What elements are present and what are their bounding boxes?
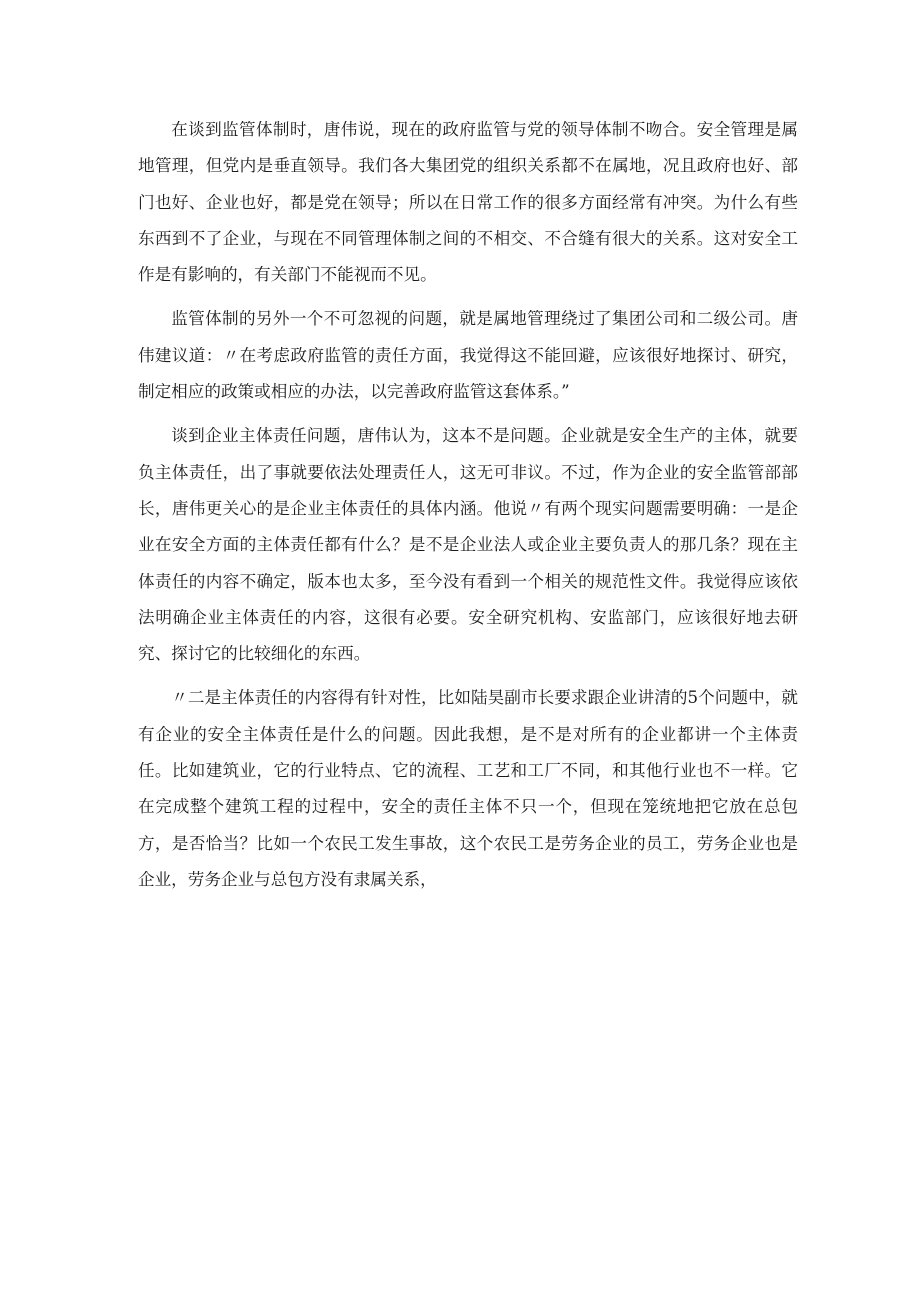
- paragraph-1: 在谈到监管体制时，唐伟说，现在的政府监管与党的领导体制不吻合。安全管理是属地管理，但党内是垂直领导。我们各大集团党的组织关系都不在属地，况且政府也好、部门也好、企业也好，都是党在领导；所以在日常工作的很多方面经常有冲突。为什么有些东西到不了企业，与现在不同管理体制之间的不相交、不合缝有很大的关系。这对安全工作是有影响的，有关部门不能视而不见。: [138, 120, 798, 285]
- article-body: [138, 112, 798, 906]
- paragraph-4: 〃二是主体责任的内容得有针对性，比如陆昊副市长要求跟企业讲清的5个问题中，就有企业的安全主体责任是什么的问题。因此我想，是不是对所有的企业都讲一个主体责任。比如建筑业，它的行业特点、它的流程、工艺和工厂不同，和其他行业也不一样。它在完成整个建筑工程的过程中，安全的责任主体不只一个，但现在笼统地把它放在总包方，是否恰当？比如一个农民工发生事故，这个农民工是劳务企业的员工，劳务企业也是企业，劳务企业与总包方没有隶属关系，: [138, 688, 798, 889]
- paragraph-2: 监管体制的另外一个不可忽视的问题，就是属地管理绕过了集团公司和二级公司。唐伟建议道：〃在考虑政府监管的责任方面，我觉得这不能回避，应该很好地探讨、研究，制定相应的政策或相应的办法，以完善政府监管这套体系。”: [138, 309, 798, 402]
- paragraph-3: 谈到企业主体责任问题，唐伟认为，这本不是问题。企业就是安全生产的主体，就要负主体责任，出了事就要依法处理责任人，这无可非议。不过，作为企业的安全监管部部长，唐伟更关心的是企业主体责任的具体内涵。他说〃有两个现实问题需要明确：一是企业在安全方面的主体责任都有什么？是不是企业法人或企业主要负责人的那几条？现在主体责任的内容不确定，版本也太多，至今没有看到一个相关的规范性文件。我觉得应该依法明确企业主体责任的内容，这很有必要。安全研究机构、安监部门，应该很好地去研究、探讨它的比较细化的东西。: [138, 426, 798, 664]
